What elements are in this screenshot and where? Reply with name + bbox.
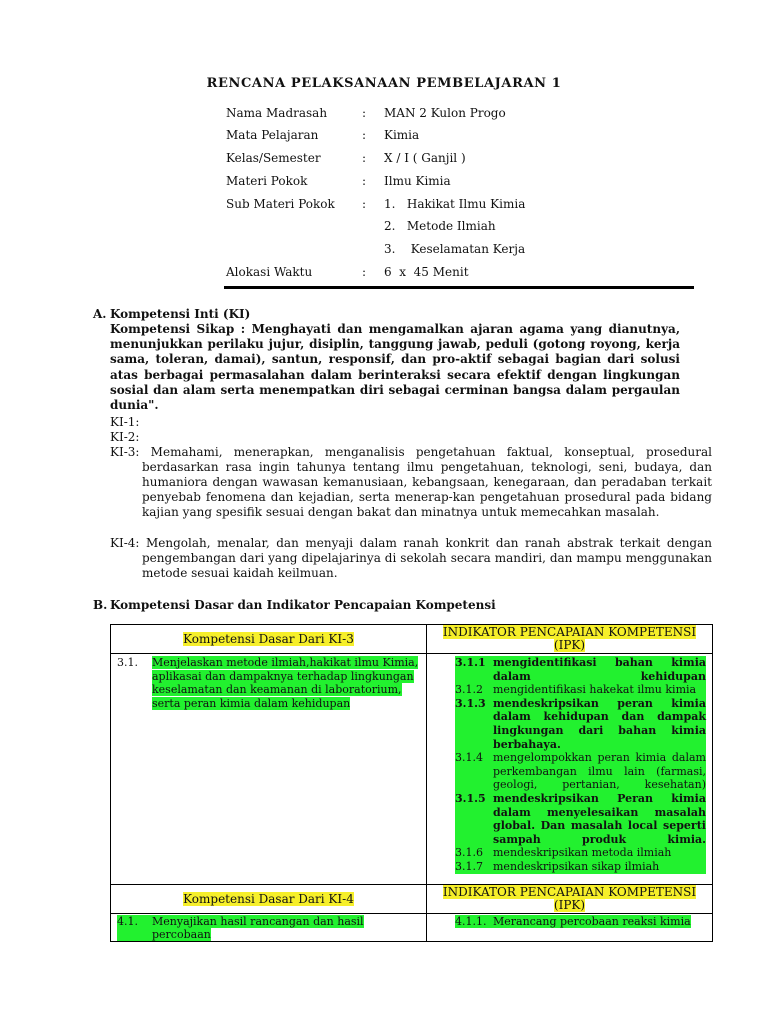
kompetensi-sikap-paragraph: Kompetensi Sikap : Menghayati dan mengamalkan ajaran agama yang dianutnya, menunjukkan perilaku jujur, disiplin, tanggung jawab, peduli (gotong royong, kerja sama, toleran, damai), santun, responsif, dan pro-aktif sebagai bagian dari solusi atas berbagai permasalahan dalam berinteraksi secara efektif dengan lingkungan sosial dan alam serta menempatkan diri sebagai cerminan bangsa dalam pergaulan dunia". [110,322,680,413]
info-value: 3. Keselamatan Kerja [384,242,526,256]
header-kd4-cell [111,885,427,914]
ipk-number: 3.1.7 [455,859,483,873]
ipk-text: mendeskripsikan sikap ilmiah [493,859,660,873]
info-label: Kelas/Semester [226,151,321,165]
info-label: Mata Pelajaran [226,128,319,142]
ipk-number: 3.1.4 [455,751,483,765]
ipk-item [455,697,706,751]
header-kd3: Kompetensi Dasar Dari KI-3 [183,632,354,646]
ipk-text: mengidentifikasi bahan kimia dalam kehidupan [493,656,706,683]
section-b-letter: B. [93,598,108,612]
ipk-item [455,656,706,683]
ipk-item [455,846,706,860]
info-colon: : [362,197,367,211]
ipk-item [455,751,706,792]
ipk-number: 3.1.1 [455,656,486,669]
kd-number: 4.1. [117,915,152,941]
info-colon: : [362,106,367,120]
ki-1-label: KI-1: [110,415,140,429]
table-header-row [111,625,713,654]
info-value: 1. Hakikat Ilmu Kimia [384,197,526,211]
info-value: MAN 2 Kulon Progo [384,106,506,120]
ipk-number: 3.1.2 [455,683,483,697]
info-value: 6 x 45 Menit [384,265,469,279]
kd-text: Menjelaskan metode ilmiah,hakikat ilmu Kimia, aplikasai dan dampaknya terhadap lingkungan keselamatan dan keamanan di laboratorium, serta peran kimia dalam kehidupan [152,656,419,710]
kd-number: 3.1. [117,656,138,669]
header-ipk-cell [427,625,713,654]
info-label: Alokasi Waktu [226,265,313,279]
header-kd4: Kompetensi Dasar Dari KI-4 [183,892,354,906]
ipk-text: mendeskripsikan Peran kimia dalam menyelesaikan masalah global. Dan masalah local seperti sampah produk kimia. [493,791,706,846]
ipk-item [455,915,706,928]
info-colon: : [362,128,367,142]
ki-4-paragraph: KI-4: Mengolah, menalar, dan menyaji dalam ranah konkrit dan ranah abstrak terkait dengan pengembangan dari yang dipelajarinya di sekolah secara mandiri, dan mampu menggunakan metode sesuai kaidah keilmuan. [110,536,712,580]
ipk-text: mendeskripsikan peran kimia dalam kehidupan dan dampak lingkungan dari bahan kimia berbahaya. [493,696,706,751]
document-title: RENCANA PELAKSANAAN PEMBELAJARAN 1 [206,76,562,91]
ipk-text: mengidentifikasi hakekat ilmu kimia [493,683,697,697]
header-ipk2-cell [427,885,713,914]
info-colon: : [362,265,367,279]
ipk-cell [427,654,713,885]
header-ipk: INDIKATOR PENCAPAIAN KOMPETENSI (IPK) [442,625,697,652]
kd-text: Menyajikan hasil rancangan dan hasil percobaan [152,915,364,941]
info-colon: : [362,174,367,188]
table-header-row [111,885,713,914]
info-value: 2. Metode Ilmiah [384,219,496,233]
ipk-number: 4.1.1. [455,915,493,928]
ipk-item [455,860,706,874]
header-kd3-cell [111,625,427,654]
section-a-title: Kompetensi Inti (KI) [110,307,251,321]
ipk-text: mendeskripsikan metoda ilmiah [493,846,672,860]
ki-3-paragraph: KI-3: Memahami, menerapkan, menganalisis pengetahuan faktual, konseptual, prosedural berdasarkan rasa ingin tahunya tentang ilmu pengetahuan, teknologi, seni, budaya, dan humaniora dengan wawasan kemanusiaan, kebangsaan, kenegaraan, dan peradaban terkait penyebab fenomena dan kejadian, serta menerap-kan pengetahuan prosedural pada bidang kajian yang spesifik sesuai dengan bakat dan minatnya untuk memecahkan masalah. [110,445,712,519]
info-label: Nama Madrasah [226,106,328,120]
table-row [111,914,713,942]
ipk-cell [427,914,713,942]
kd-cell [111,914,427,942]
info-label: Materi Pokok [226,174,308,188]
info-label: Sub Materi Pokok [226,197,335,211]
section-b-title: Kompetensi Dasar dan Indikator Pencapaian Kompetensi [110,598,496,612]
ipk-number: 3.1.3 [455,696,486,710]
info-value: Ilmu Kimia [384,174,451,188]
header-ipk2: INDIKATOR PENCAPAIAN KOMPETENSI (IPK) [442,885,697,912]
ipk-number: 3.1.5 [455,791,486,805]
kd-ipk-table [110,624,713,942]
ipk-text: Merancang percobaan reaksi kimia [493,915,691,928]
kd-cell [111,654,427,885]
ipk-text: mengelompokkan peran kimia dalam perkembangan ilmu lain (farmasi, geologi, pertanian, kesehatan) [493,751,706,792]
table-row [111,654,713,885]
info-value: X / I ( Ganjil ) [384,151,466,165]
divider-line [224,286,694,289]
ki-2-label: KI-2: [110,430,140,444]
info-colon: : [362,151,367,165]
ipk-item [455,792,706,846]
info-value: Kimia [384,128,420,142]
ipk-item [455,683,706,697]
section-a-letter: A. [93,307,107,321]
ipk-number: 3.1.6 [455,846,483,860]
